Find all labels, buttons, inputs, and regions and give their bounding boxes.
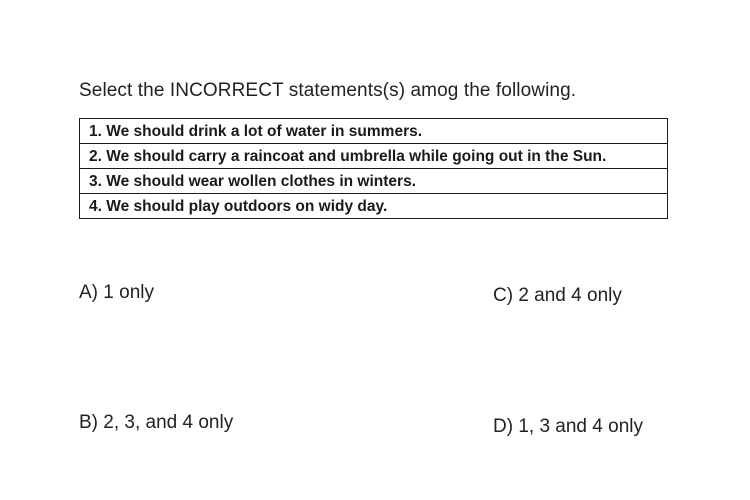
statement-4: 4. We should play outdoors on widy day. bbox=[80, 194, 668, 219]
option-a[interactable]: A) 1 only bbox=[79, 282, 154, 303]
statement-1: 1. We should drink a lot of water in summers. bbox=[80, 119, 668, 144]
table-row bbox=[80, 144, 668, 169]
table-row bbox=[80, 119, 668, 144]
statement-2: 2. We should carry a raincoat and umbrella while going out in the Sun. bbox=[80, 144, 668, 169]
statements-table bbox=[79, 118, 668, 219]
statement-3: 3. We should wear wollen clothes in winters. bbox=[80, 169, 668, 194]
option-d[interactable]: D) 1, 3 and 4 only bbox=[493, 416, 643, 437]
option-b[interactable]: B) 2, 3, and 4 only bbox=[79, 412, 234, 433]
table-row bbox=[80, 169, 668, 194]
table-row bbox=[80, 194, 668, 219]
question-text: Select the INCORRECT statements(s) amog the following. bbox=[79, 80, 577, 101]
option-c[interactable]: C) 2 and 4 only bbox=[493, 285, 622, 306]
